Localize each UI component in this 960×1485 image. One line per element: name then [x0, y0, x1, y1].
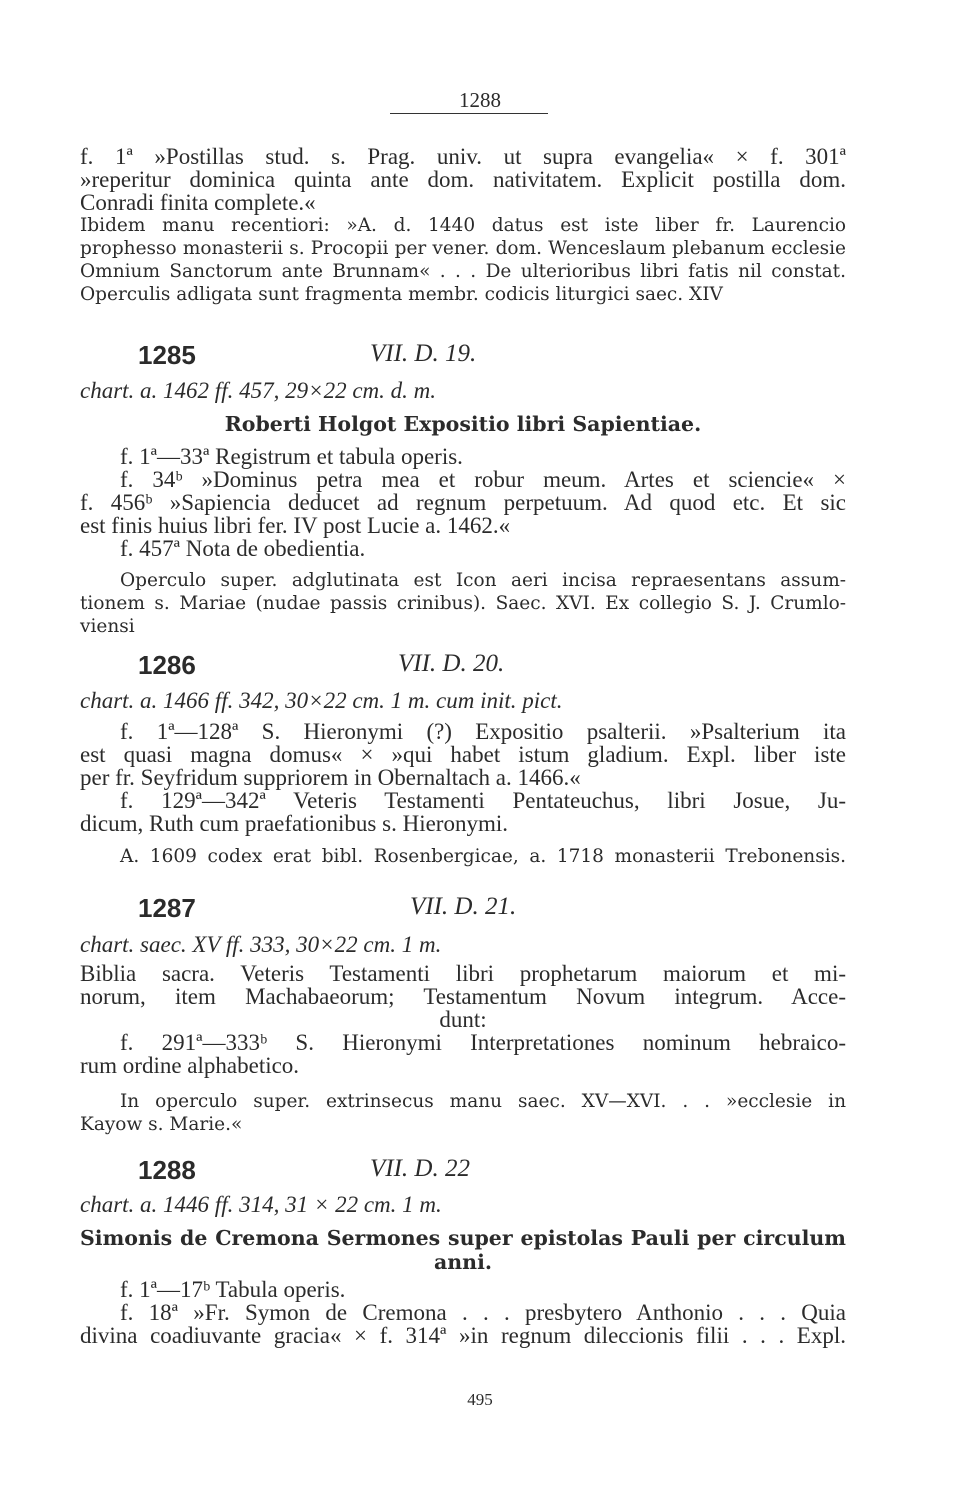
- entry-note: [80, 569, 846, 638]
- entry-note: [80, 845, 846, 868]
- shelf-signature: VII. D. 21.: [410, 893, 517, 920]
- entry-title: [80, 1226, 846, 1274]
- note-line: In operculo super. extrinsecus manu saec. XV—XVI. . . »ecclesie in: [120, 1091, 846, 1112]
- entry-body: [80, 445, 846, 560]
- body-line: dunt:: [439, 1007, 487, 1032]
- note-line: Operculis adligata sunt fragmenta membr. codicis liturgici saec. XIV: [80, 284, 723, 305]
- title-line: Simonis de Cremona Sermones super epistolas Pauli per circulum: [80, 1226, 846, 1250]
- body-line: f. 18ª »Fr. Symon de Cremona . . . presbytero Anthonio . . . Quia: [120, 1300, 846, 1325]
- body-line: dicum, Ruth cum praefationibus s. Hieronymi.: [80, 811, 508, 836]
- body-line: est quasi magna domus« × »qui habet istum gladium. Expl. liber iste: [80, 742, 846, 767]
- entry-number: 1288: [138, 1155, 196, 1185]
- entry-heading: [80, 1155, 846, 1187]
- note-line: prophesso monasterii s. Procopii per vener. dom. Wenceslaum plebanum ecclesie: [80, 238, 846, 259]
- intro-line: »reperitur dominica quinta ante dom. nativitatem. Explicit postilla dom.: [80, 167, 846, 192]
- note-line: viensi: [80, 616, 135, 637]
- entry-note: [80, 1090, 846, 1136]
- body-line: divina coadiuvante gracia« × f. 314ª »in regnum dileccionis filii . . . Expl.: [80, 1323, 846, 1348]
- entry-title: Roberti Holgot Expositio libri Sapientiae.: [224, 412, 702, 436]
- entry-body: [80, 1278, 846, 1347]
- note-line: tionem s. Mariae (nudae passis crinibus). Saec. XVI. Ex collegio S. J. Crumlo-: [80, 593, 846, 614]
- entry-body: [80, 962, 846, 1077]
- body-line: f. 1ª—128ª S. Hieronymi (?) Expositio psalterii. »Psalterium ita: [120, 719, 846, 744]
- note-line: A. 1609 codex erat bibl. Rosenbergicae, a. 1718 monasterii Trebonensis.: [120, 846, 846, 867]
- entry-number: 1285: [138, 340, 196, 370]
- body-line: est finis huius libri fer. IV post Lucie a. 1462.«: [80, 513, 511, 538]
- footer-page-number: 495: [467, 1390, 493, 1409]
- body-line: f. 1ª—17ᵇ Tabula operis.: [120, 1277, 346, 1302]
- body-line: f. 291ª—333ᵇ S. Hieronymi Interpretationes nominum hebraico-: [120, 1030, 846, 1055]
- body-line: f. 457ª Nota de obedientia.: [120, 536, 366, 561]
- entry-heading: [80, 650, 846, 682]
- shelf-signature: VII. D. 22: [370, 1155, 470, 1182]
- entry-number: 1286: [138, 650, 196, 680]
- shelf-signature: VII. D. 20.: [398, 650, 505, 677]
- entry-description: chart. a. 1446 ff. 314, 31 × 22 cm. 1 m.: [80, 1192, 442, 1217]
- entry-body: [80, 720, 846, 835]
- intro-note: [80, 214, 846, 306]
- title-line: anni.: [433, 1250, 493, 1274]
- intro-text: [80, 145, 846, 214]
- body-line: f. 1ª—33ª Registrum et tabula operis.: [120, 444, 463, 469]
- intro-line: f. 1ª »Postillas stud. s. Prag. univ. ut supra evangelia« × f. 301ª: [80, 144, 846, 169]
- shelf-signature: VII. D. 19.: [370, 340, 477, 367]
- body-line: per fr. Seyfridum suppriorem in Obernaltach a. 1466.«: [80, 765, 581, 790]
- header-rule: [390, 113, 548, 114]
- intro-line: Conradi finita complete.«: [80, 190, 316, 215]
- body-line: Biblia sacra. Veteris Testamenti libri prophetarum maiorum et mi-: [80, 961, 846, 986]
- entry-description: chart. a. 1462 ff. 457, 29×22 cm. d. m.: [80, 378, 437, 403]
- body-line: f. 456ᵇ »Sapiencia deducet ad regnum perpetuum. Ad quod etc. Et sic: [80, 490, 846, 515]
- body-line: f. 129ª—342ª Veteris Testamenti Pentateuchus, libri Josue, Ju-: [120, 788, 846, 813]
- note-line: Ibidem manu recentiori: »A. d. 1440 datus est iste liber fr. Laurencio: [80, 215, 846, 236]
- entry-description: chart. saec. XV ff. 333, 30×22 cm. 1 m.: [80, 932, 442, 957]
- note-line: Omnium Sanctorum ante Brunnam« . . . De ulterioribus libri fatis nil constat.: [80, 261, 846, 282]
- note-line: Kayow s. Marie.«: [80, 1114, 243, 1135]
- running-page-number: 1288: [459, 88, 501, 112]
- body-line: f. 34ᵇ »Dominus petra mea et robur meum. Artes et sciencie« ×: [120, 467, 846, 492]
- body-line: rum ordine alphabetico.: [80, 1053, 300, 1078]
- entry-heading: [80, 893, 846, 925]
- entry-number: 1287: [138, 893, 196, 923]
- entry-heading: [80, 340, 846, 372]
- entry-description: chart. a. 1466 ff. 342, 30×22 cm. 1 m. cum init. pict.: [80, 688, 563, 713]
- body-line: norum, item Machabaeorum; Testamentum Novum integrum. Acce-: [80, 984, 846, 1009]
- note-line: Operculo super. adglutinata est Icon aeri incisa repraesentans assum-: [120, 570, 846, 591]
